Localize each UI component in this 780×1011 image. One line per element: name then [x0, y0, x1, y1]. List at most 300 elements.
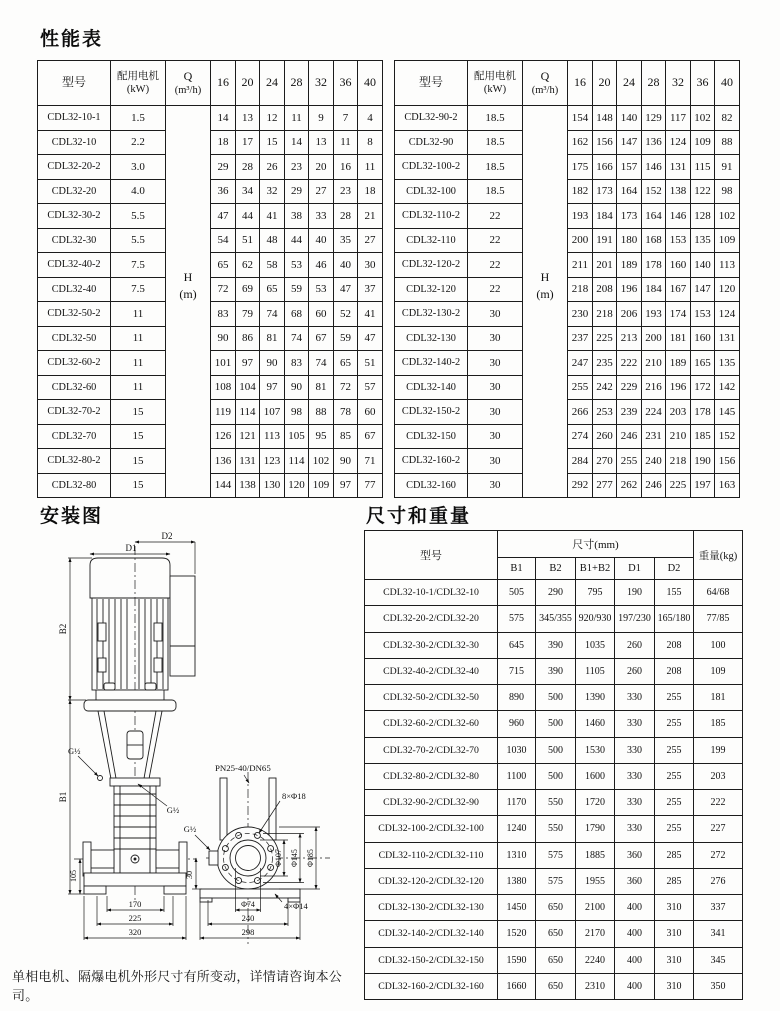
dims-value-cell: 1380: [498, 868, 536, 894]
dims-value-cell: 1590: [498, 947, 536, 973]
head-value-cell: 40: [334, 253, 358, 278]
head-value-cell: 41: [358, 302, 383, 327]
perf-table-row: [38, 400, 383, 425]
dims-value-cell: 109: [694, 658, 743, 684]
dims-value-cell: 100: [694, 632, 743, 658]
dims-value-cell: 2170: [576, 921, 615, 947]
head-value-cell: 242: [593, 375, 617, 400]
dimensions-table: [364, 530, 743, 1000]
dims-value-cell: 1390: [576, 685, 615, 711]
head-value-cell: 144: [211, 473, 236, 498]
dims-model-cell: CDL32-60-2/CDL32-60: [365, 711, 498, 737]
model-cell: CDL32-70-2: [38, 400, 111, 425]
model-cell: CDL32-30-2: [38, 204, 111, 229]
head-value-cell: 28: [334, 204, 358, 229]
dims-col-header-size: 尺寸(mm): [498, 531, 694, 558]
col-header-q40: 40: [358, 61, 383, 106]
head-value-cell: 114: [285, 449, 309, 474]
head-value-cell: 178: [642, 253, 666, 278]
head-value-cell: 60: [358, 400, 383, 425]
head-value-cell: 83: [285, 351, 309, 376]
head-value-cell: 20: [309, 155, 334, 180]
head-value-cell: 172: [691, 375, 715, 400]
head-value-cell: 98: [285, 400, 309, 425]
dims-value-cell: 208: [655, 632, 694, 658]
motor-kw-cell: 18.5: [468, 179, 523, 204]
dims-value-cell: 550: [536, 790, 576, 816]
dims-value-cell: 500: [536, 763, 576, 789]
perf-table-row: [395, 375, 740, 400]
head-value-cell: 140: [617, 106, 642, 131]
dim-label-320: 320: [128, 927, 142, 937]
head-value-cell: 156: [593, 130, 617, 155]
head-value-cell: 44: [236, 204, 260, 229]
model-cell: CDL32-130: [395, 326, 468, 351]
head-value-cell: 255: [568, 375, 593, 400]
motor-kw-cell: 3.0: [111, 155, 166, 180]
perf-table-row: [395, 204, 740, 229]
head-value-cell: 35: [334, 228, 358, 253]
dims-value-cell: 2310: [576, 973, 615, 999]
motor-kw-cell: 30: [468, 326, 523, 351]
head-value-cell: 29: [211, 155, 236, 180]
head-value-cell: 156: [715, 449, 740, 474]
head-value-cell: 88: [309, 400, 334, 425]
dims-value-cell: 360: [615, 842, 655, 868]
model-cell: CDL32-40: [38, 277, 111, 302]
head-value-cell: 108: [211, 375, 236, 400]
head-value-cell: 160: [691, 326, 715, 351]
dims-col-header-d2: D2: [655, 558, 694, 580]
motor-kw-cell: 15: [111, 449, 166, 474]
perf-table-row: [395, 449, 740, 474]
model-cell: CDL32-60-2: [38, 351, 111, 376]
head-value-cell: 88: [715, 130, 740, 155]
perf-header-row: [395, 61, 740, 106]
head-value-cell: 147: [617, 130, 642, 155]
head-value-cell: 152: [642, 179, 666, 204]
dims-value-cell: 350: [694, 973, 743, 999]
dims-value-cell: 400: [615, 895, 655, 921]
perf-table-row: [38, 473, 383, 498]
head-value-cell: 69: [236, 277, 260, 302]
head-value-cell: 196: [617, 277, 642, 302]
model-cell: CDL32-60: [38, 375, 111, 400]
head-value-cell: 270: [593, 449, 617, 474]
dims-value-cell: 190: [615, 580, 655, 606]
head-value-cell: 184: [642, 277, 666, 302]
col-header-q36: 36: [691, 61, 715, 106]
dims-table-row: [365, 737, 743, 763]
head-value-cell: 153: [691, 302, 715, 327]
perf-table-row: [38, 179, 383, 204]
model-cell: CDL32-160-2: [395, 449, 468, 474]
dims-value-cell: 64/68: [694, 580, 743, 606]
head-value-cell: 33: [309, 204, 334, 229]
head-value-cell: 79: [236, 302, 260, 327]
port-label-g-half-right: G½: [183, 824, 197, 834]
model-cell: CDL32-160: [395, 473, 468, 498]
head-value-cell: 14: [211, 106, 236, 131]
head-value-cell: 65: [211, 253, 236, 278]
dim-label-225: 225: [128, 913, 142, 923]
perf-table-row: [38, 326, 383, 351]
head-value-cell: 109: [691, 130, 715, 155]
dims-value-cell: 1955: [576, 868, 615, 894]
model-cell: CDL32-90: [395, 130, 468, 155]
dims-value-cell: 255: [655, 737, 694, 763]
head-value-cell: 225: [593, 326, 617, 351]
port-label-g-half-mid: G½: [166, 805, 180, 815]
dims-value-cell: 890: [498, 685, 536, 711]
perf-table-row: [395, 179, 740, 204]
motor-kw-cell: 22: [468, 204, 523, 229]
dim-label-170: 170: [128, 899, 142, 909]
performance-table-right: [394, 60, 740, 498]
dims-table-row: [365, 685, 743, 711]
head-value-cell: 109: [715, 228, 740, 253]
installation-diagram: [30, 528, 360, 952]
head-value-cell: 115: [691, 155, 715, 180]
head-value-cell: 128: [691, 204, 715, 229]
dims-value-cell: 1450: [498, 895, 536, 921]
dims-value-cell: 650: [536, 947, 576, 973]
perf-table-row: [38, 277, 383, 302]
dims-value-cell: 715: [498, 658, 536, 684]
motor-kw-cell: 1.5: [111, 106, 166, 131]
dims-table-row: [365, 868, 743, 894]
head-value-cell: 18: [358, 179, 383, 204]
head-value-cell: 28: [236, 155, 260, 180]
perf-table-row: [38, 375, 383, 400]
dims-value-cell: 203: [694, 763, 743, 789]
head-value-cell: 203: [666, 400, 691, 425]
head-value-cell: 32: [260, 179, 285, 204]
dims-value-cell: 341: [694, 921, 743, 947]
dims-value-cell: 260: [615, 658, 655, 684]
head-value-cell: 74: [285, 326, 309, 351]
head-value-cell: 90: [211, 326, 236, 351]
head-value-cell: 34: [236, 179, 260, 204]
head-value-cell: 59: [334, 326, 358, 351]
head-value-cell: 124: [715, 302, 740, 327]
head-value-cell: 211: [568, 253, 593, 278]
perf-table-row: [395, 302, 740, 327]
head-value-cell: 277: [593, 473, 617, 498]
head-value-cell: 68: [285, 302, 309, 327]
head-value-cell: 138: [666, 179, 691, 204]
dims-col-header-b1: B1: [498, 558, 536, 580]
dims-table-row: [365, 790, 743, 816]
dims-table-row: [365, 947, 743, 973]
perf-table-row: [395, 326, 740, 351]
head-value-cell: 153: [666, 228, 691, 253]
motor-kw-cell: 5.5: [111, 204, 166, 229]
perf-table-row: [395, 473, 740, 498]
dims-value-cell: 1030: [498, 737, 536, 763]
head-value-cell: 60: [309, 302, 334, 327]
dims-value-cell: 1720: [576, 790, 615, 816]
perf-table-row: [38, 155, 383, 180]
head-value-cell: 180: [617, 228, 642, 253]
head-value-cell: 230: [568, 302, 593, 327]
motor-kw-cell: 30: [468, 302, 523, 327]
dims-col-header-b2: B2: [536, 558, 576, 580]
head-value-cell: 292: [568, 473, 593, 498]
motor-kw-cell: 22: [468, 253, 523, 278]
head-value-cell: 65: [260, 277, 285, 302]
head-value-cell: 129: [642, 106, 666, 131]
dims-value-cell: 208: [655, 658, 694, 684]
dims-value-cell: 310: [655, 921, 694, 947]
head-value-cell: 51: [236, 228, 260, 253]
dims-value-cell: 360: [615, 868, 655, 894]
model-cell: CDL32-90-2: [395, 106, 468, 131]
dims-value-cell: 1170: [498, 790, 536, 816]
head-value-cell: 102: [691, 106, 715, 131]
dims-model-cell: CDL32-70-2/CDL32-70: [365, 737, 498, 763]
dims-value-cell: 1310: [498, 842, 536, 868]
dims-model-cell: CDL32-150-2/CDL32-150: [365, 947, 498, 973]
head-value-cell: 190: [691, 449, 715, 474]
head-value-cell: 47: [334, 277, 358, 302]
dims-value-cell: 310: [655, 973, 694, 999]
dims-value-cell: 400: [615, 947, 655, 973]
model-cell: CDL32-30: [38, 228, 111, 253]
dims-value-cell: 337: [694, 895, 743, 921]
head-value-cell: 47: [358, 326, 383, 351]
model-cell: CDL32-140: [395, 375, 468, 400]
head-value-cell: 113: [715, 253, 740, 278]
dims-value-cell: 290: [536, 580, 576, 606]
head-value-cell: 67: [358, 424, 383, 449]
head-value-cell: 266: [568, 400, 593, 425]
dims-model-cell: CDL32-160-2/CDL32-160: [365, 973, 498, 999]
head-value-cell: 78: [334, 400, 358, 425]
head-value-cell: 216: [642, 375, 666, 400]
head-value-cell: 120: [285, 473, 309, 498]
model-cell: CDL32-80-2: [38, 449, 111, 474]
dims-value-cell: 255: [655, 711, 694, 737]
head-value-cell: 107: [260, 400, 285, 425]
dims-value-cell: 330: [615, 816, 655, 842]
head-value-cell: 173: [593, 179, 617, 204]
motor-kw-cell: 15: [111, 400, 166, 425]
dims-value-cell: 1105: [576, 658, 615, 684]
dims-model-cell: CDL32-110-2/CDL32-110: [365, 842, 498, 868]
dim-label-phi107: Φ107: [274, 849, 283, 867]
head-value-cell: 240: [642, 449, 666, 474]
head-value-cell: 17: [236, 130, 260, 155]
dims-value-cell: 272: [694, 842, 743, 868]
head-value-cell: 90: [285, 375, 309, 400]
col-header-q16: 16: [211, 61, 236, 106]
head-value-cell: 105: [285, 424, 309, 449]
dims-value-cell: 920/930: [576, 606, 615, 632]
motor-kw-cell: 30: [468, 473, 523, 498]
perf-table-row: [38, 253, 383, 278]
col-header-q28: 28: [285, 61, 309, 106]
bolt-8-label: 8×Φ18: [282, 791, 306, 801]
head-value-cell: 162: [568, 130, 593, 155]
dims-value-cell: 330: [615, 763, 655, 789]
head-value-cell: 142: [715, 375, 740, 400]
installation-section-title: 安装图: [40, 506, 104, 527]
head-value-cell: 197: [691, 473, 715, 498]
col-header-q20: 20: [593, 61, 617, 106]
head-value-cell: 152: [715, 424, 740, 449]
dims-value-cell: 345: [694, 947, 743, 973]
dim-label-phi185: Φ185: [306, 849, 315, 867]
head-value-cell: 163: [715, 473, 740, 498]
dims-value-cell: 500: [536, 737, 576, 763]
motor-kw-cell: 11: [111, 375, 166, 400]
footnote: 单相电机、隔爆电机外形尺寸有所变动，详情请咨询本公司。: [12, 969, 343, 1003]
head-value-cell: 57: [358, 375, 383, 400]
dim-label-298: 298: [241, 927, 255, 937]
dims-value-cell: 285: [655, 842, 694, 868]
head-value-cell: 119: [211, 400, 236, 425]
perf-table-row: [38, 351, 383, 376]
head-value-cell: 229: [617, 375, 642, 400]
head-value-cell: 113: [260, 424, 285, 449]
dim-label-b2: B2: [58, 623, 68, 635]
dims-value-cell: 199: [694, 737, 743, 763]
dims-col-header-d1: D1: [615, 558, 655, 580]
performance-section-title: 性能表: [40, 29, 104, 50]
dims-value-cell: 500: [536, 685, 576, 711]
dims-value-cell: 77/85: [694, 606, 743, 632]
performance-table-left: [37, 60, 383, 498]
head-value-cell: 218: [666, 449, 691, 474]
head-value-cell: 30: [358, 253, 383, 278]
dims-value-cell: 575: [498, 606, 536, 632]
perf-table-row: [38, 130, 383, 155]
head-value-cell: 81: [309, 375, 334, 400]
head-value-cell: 97: [260, 375, 285, 400]
head-value-cell: 160: [666, 253, 691, 278]
head-value-cell: 37: [358, 277, 383, 302]
head-value-cell: 136: [642, 130, 666, 155]
head-value-cell: 122: [691, 179, 715, 204]
dims-table-row: [365, 763, 743, 789]
dims-value-cell: 575: [536, 842, 576, 868]
head-value-cell: 189: [617, 253, 642, 278]
dim-label-105: 105: [69, 870, 78, 882]
col-header-flow: Q (m³/h): [166, 61, 211, 106]
head-value-cell: 167: [666, 277, 691, 302]
head-value-cell: 8: [358, 130, 383, 155]
motor-kw-cell: 30: [468, 375, 523, 400]
dims-table-row: [365, 973, 743, 999]
dim-label-30: 30: [185, 871, 194, 879]
perf-table-row: [395, 400, 740, 425]
head-value-cell: 225: [666, 473, 691, 498]
dims-value-cell: 345/355: [536, 606, 576, 632]
head-value-cell: 29: [285, 179, 309, 204]
head-value-cell: 135: [715, 351, 740, 376]
col-header-flow: Q (m³/h): [523, 61, 568, 106]
head-value-cell: 184: [593, 204, 617, 229]
head-value-cell: 11: [334, 130, 358, 155]
head-value-cell: 131: [666, 155, 691, 180]
head-value-cell: 200: [642, 326, 666, 351]
dims-model-cell: CDL32-10-1/CDL32-10: [365, 580, 498, 606]
head-value-cell: 97: [334, 473, 358, 498]
head-value-cell: 91: [715, 155, 740, 180]
model-cell: CDL32-120: [395, 277, 468, 302]
dims-value-cell: 1035: [576, 632, 615, 658]
perf-table-row: [395, 351, 740, 376]
model-cell: CDL32-150: [395, 424, 468, 449]
col-header-q36: 36: [334, 61, 358, 106]
head-value-cell: 154: [568, 106, 593, 131]
head-value-cell: 16: [334, 155, 358, 180]
head-value-cell: 104: [236, 375, 260, 400]
head-value-cell: 146: [666, 204, 691, 229]
motor-kw-cell: 30: [468, 424, 523, 449]
dims-value-cell: 400: [615, 973, 655, 999]
head-value-cell: 130: [260, 473, 285, 498]
head-value-cell: 59: [285, 277, 309, 302]
dims-value-cell: 650: [536, 973, 576, 999]
dims-model-cell: CDL32-130-2/CDL32-130: [365, 895, 498, 921]
head-value-cell: 224: [642, 400, 666, 425]
perf-table-row: [395, 253, 740, 278]
dims-value-cell: 260: [615, 632, 655, 658]
head-value-cell: 4: [358, 106, 383, 131]
head-value-cell: 284: [568, 449, 593, 474]
perf-table-row: [38, 424, 383, 449]
head-value-cell: 27: [309, 179, 334, 204]
head-value-cell: 53: [285, 253, 309, 278]
head-value-cell: 62: [236, 253, 260, 278]
head-unit-cell: H (m): [166, 106, 211, 498]
dims-value-cell: 1790: [576, 816, 615, 842]
dims-value-cell: 255: [655, 790, 694, 816]
head-value-cell: 109: [309, 473, 334, 498]
dims-value-cell: 255: [655, 816, 694, 842]
dims-value-cell: 1240: [498, 816, 536, 842]
head-value-cell: 274: [568, 424, 593, 449]
dims-value-cell: 185: [694, 711, 743, 737]
head-value-cell: 200: [568, 228, 593, 253]
head-value-cell: 175: [568, 155, 593, 180]
head-value-cell: 95: [309, 424, 334, 449]
dims-value-cell: 1885: [576, 842, 615, 868]
head-value-cell: 201: [593, 253, 617, 278]
head-value-cell: 117: [666, 106, 691, 131]
motor-kw-cell: 15: [111, 424, 166, 449]
dim-label-phi145: Φ145: [290, 849, 299, 867]
perf-table-row: [38, 228, 383, 253]
dims-value-cell: 795: [576, 580, 615, 606]
perf-table-row: [395, 155, 740, 180]
head-value-cell: 239: [617, 400, 642, 425]
motor-kw-cell: 30: [468, 400, 523, 425]
model-cell: CDL32-100: [395, 179, 468, 204]
head-value-cell: 124: [666, 130, 691, 155]
head-value-cell: 40: [309, 228, 334, 253]
head-value-cell: 11: [358, 155, 383, 180]
head-value-cell: 38: [285, 204, 309, 229]
head-value-cell: 253: [593, 400, 617, 425]
model-cell: CDL32-50: [38, 326, 111, 351]
dims-value-cell: 197/230: [615, 606, 655, 632]
dims-value-cell: 1520: [498, 921, 536, 947]
dims-model-cell: CDL32-120-2/CDL32-120: [365, 868, 498, 894]
dims-value-cell: 650: [536, 921, 576, 947]
